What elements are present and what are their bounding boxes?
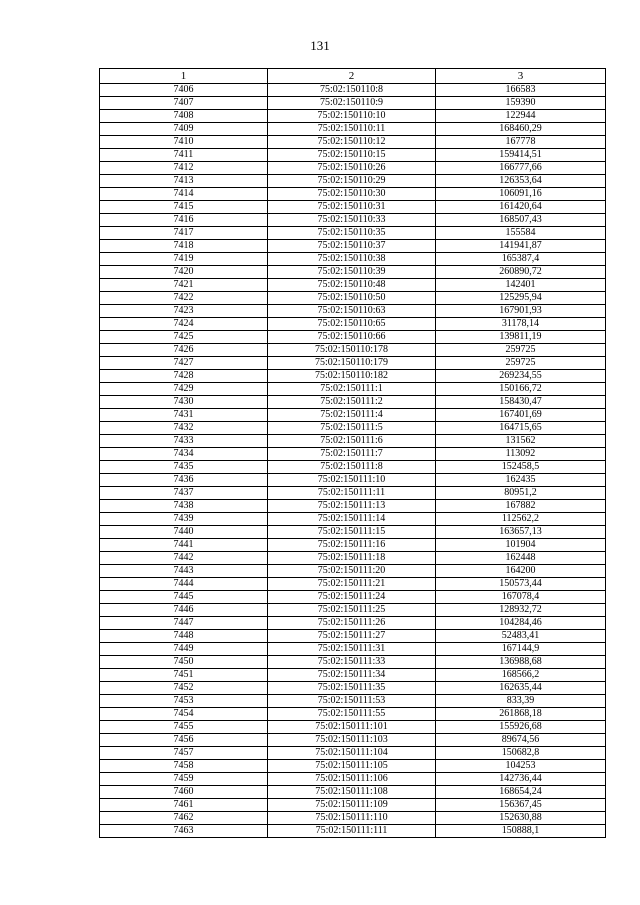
table-cell: 75:02:150111:109 [268, 799, 436, 812]
table-cell: 7444 [100, 578, 268, 591]
table-cell: 31178,14 [436, 318, 606, 331]
table-cell: 167144,9 [436, 643, 606, 656]
table-cell: 7454 [100, 708, 268, 721]
table-cell: 165387,4 [436, 253, 606, 266]
table-row [100, 422, 606, 435]
table-cell: 7420 [100, 266, 268, 279]
table-cell: 7414 [100, 188, 268, 201]
table-header-row [100, 69, 606, 84]
table-cell: 156367,45 [436, 799, 606, 812]
table-row [100, 591, 606, 604]
table-cell: 162448 [436, 552, 606, 565]
table-cell: 164715,65 [436, 422, 606, 435]
table-cell: 7438 [100, 500, 268, 513]
table-cell: 152630,88 [436, 812, 606, 825]
table-cell: 7447 [100, 617, 268, 630]
table-cell: 104253 [436, 760, 606, 773]
table-row [100, 344, 606, 357]
table-row [100, 487, 606, 500]
table-row [100, 552, 606, 565]
table-cell: 7419 [100, 253, 268, 266]
table-row [100, 643, 606, 656]
table-cell: 161420,64 [436, 201, 606, 214]
table-cell: 75:02:150111:20 [268, 565, 436, 578]
table-row [100, 331, 606, 344]
table-cell: 7425 [100, 331, 268, 344]
table-cell: 168460,29 [436, 123, 606, 136]
table-cell: 75:02:150110:26 [268, 162, 436, 175]
table-cell: 75:02:150110:178 [268, 344, 436, 357]
table-cell: 75:02:150110:66 [268, 331, 436, 344]
table-row [100, 708, 606, 721]
table-cell: 75:02:150111:35 [268, 682, 436, 695]
table-cell: 7443 [100, 565, 268, 578]
table-cell: 75:02:150111:104 [268, 747, 436, 760]
table-cell: 75:02:150110:12 [268, 136, 436, 149]
table-cell: 167901,93 [436, 305, 606, 318]
table-cell: 52483,41 [436, 630, 606, 643]
table-cell: 168507,43 [436, 214, 606, 227]
table-cell: 7442 [100, 552, 268, 565]
table-cell: 75:02:150111:26 [268, 617, 436, 630]
table-cell: 75:02:150111:27 [268, 630, 436, 643]
table-cell: 75:02:150110:11 [268, 123, 436, 136]
table-cell: 7440 [100, 526, 268, 539]
table-cell: 75:02:150111:8 [268, 461, 436, 474]
table-row [100, 539, 606, 552]
table-cell: 7436 [100, 474, 268, 487]
table-cell: 75:02:150110:29 [268, 175, 436, 188]
table-cell: 7422 [100, 292, 268, 305]
table-cell: 75:02:150110:179 [268, 357, 436, 370]
table-cell: 75:02:150110:9 [268, 97, 436, 110]
table-cell: 7423 [100, 305, 268, 318]
table-cell: 7434 [100, 448, 268, 461]
table-cell: 75:02:150111:21 [268, 578, 436, 591]
table-cell: 7427 [100, 357, 268, 370]
table-cell: 7421 [100, 279, 268, 292]
table-cell: 75:02:150111:6 [268, 435, 436, 448]
table-cell: 75:02:150111:111 [268, 825, 436, 838]
table-cell: 75:02:150111:13 [268, 500, 436, 513]
table-cell: 75:02:150111:5 [268, 422, 436, 435]
table-row [100, 630, 606, 643]
table-cell: 106091,16 [436, 188, 606, 201]
table-cell: 7432 [100, 422, 268, 435]
table-row [100, 656, 606, 669]
table-row [100, 500, 606, 513]
table-cell: 7441 [100, 539, 268, 552]
table-cell: 7452 [100, 682, 268, 695]
table-cell: 75:02:150111:1 [268, 383, 436, 396]
table-cell: 167078,4 [436, 591, 606, 604]
table-cell: 162635,44 [436, 682, 606, 695]
table-cell: 128932,72 [436, 604, 606, 617]
table-row [100, 201, 606, 214]
table-row [100, 253, 606, 266]
table-cell: 163657,13 [436, 526, 606, 539]
table-cell: 260890,72 [436, 266, 606, 279]
table-row [100, 84, 606, 97]
table-cell: 7461 [100, 799, 268, 812]
table-row [100, 760, 606, 773]
table-cell: 833,39 [436, 695, 606, 708]
table-cell: 75:02:150111:53 [268, 695, 436, 708]
table-cell: 167401,69 [436, 409, 606, 422]
table-cell: 75:02:150110:182 [268, 370, 436, 383]
table-cell: 75:02:150110:15 [268, 149, 436, 162]
table-cell: 7456 [100, 734, 268, 747]
table-row [100, 292, 606, 305]
table-cell: 75:02:150111:2 [268, 396, 436, 409]
table-row [100, 474, 606, 487]
table-cell: 75:02:150110:50 [268, 292, 436, 305]
table-cell: 139811,19 [436, 331, 606, 344]
table-cell: 75:02:150110:31 [268, 201, 436, 214]
table-cell: 155926,68 [436, 721, 606, 734]
table-cell: 7459 [100, 773, 268, 786]
table-cell: 7458 [100, 760, 268, 773]
table-cell: 7451 [100, 669, 268, 682]
table-cell: 7455 [100, 721, 268, 734]
table-cell: 166583 [436, 84, 606, 97]
table-cell: 7428 [100, 370, 268, 383]
table-cell: 7435 [100, 461, 268, 474]
table-row [100, 214, 606, 227]
table-cell: 158430,47 [436, 396, 606, 409]
table-cell: 101904 [436, 539, 606, 552]
table-cell: 7409 [100, 123, 268, 136]
table-row [100, 240, 606, 253]
table-cell: 7410 [100, 136, 268, 149]
table-cell: 7424 [100, 318, 268, 331]
table-cell: 159414,51 [436, 149, 606, 162]
table-cell: 7426 [100, 344, 268, 357]
table-cell: 168566,2 [436, 669, 606, 682]
table-cell: 75:02:150110:35 [268, 227, 436, 240]
table-cell: 164200 [436, 565, 606, 578]
table-cell: 7462 [100, 812, 268, 825]
table-row [100, 773, 606, 786]
table-row [100, 357, 606, 370]
table-cell: 75:02:150111:25 [268, 604, 436, 617]
table-cell: 75:02:150111:16 [268, 539, 436, 552]
table-row [100, 279, 606, 292]
table-cell: 7413 [100, 175, 268, 188]
table-cell: 125295,94 [436, 292, 606, 305]
table-cell: 75:02:150110:48 [268, 279, 436, 292]
table-cell: 7408 [100, 110, 268, 123]
table-cell: 261868,18 [436, 708, 606, 721]
table-cell: 75:02:150111:110 [268, 812, 436, 825]
table-cell: 7457 [100, 747, 268, 760]
table-cell: 75:02:150111:4 [268, 409, 436, 422]
table-cell: 167778 [436, 136, 606, 149]
table-cell: 75:02:150111:33 [268, 656, 436, 669]
table-row [100, 526, 606, 539]
table-cell: 168654,24 [436, 786, 606, 799]
table-cell: 75:02:150111:11 [268, 487, 436, 500]
table-cell: 75:02:150111:15 [268, 526, 436, 539]
table-cell: 80951,2 [436, 487, 606, 500]
table-cell: 136988,68 [436, 656, 606, 669]
table-row [100, 162, 606, 175]
table-row [100, 175, 606, 188]
table-cell: 150573,44 [436, 578, 606, 591]
table-cell: 167882 [436, 500, 606, 513]
table-cell: 113092 [436, 448, 606, 461]
table-row [100, 149, 606, 162]
table-row [100, 617, 606, 630]
table-cell: 75:02:150111:103 [268, 734, 436, 747]
table-cell: 75:02:150111:31 [268, 643, 436, 656]
table-cell: 150682,8 [436, 747, 606, 760]
table-cell: 75:02:150110:39 [268, 266, 436, 279]
table-row [100, 695, 606, 708]
table-cell: 7412 [100, 162, 268, 175]
table-row [100, 461, 606, 474]
table-row [100, 266, 606, 279]
table-row [100, 396, 606, 409]
table-cell: 155584 [436, 227, 606, 240]
table-cell: 166777,66 [436, 162, 606, 175]
table-cell: 259725 [436, 357, 606, 370]
table-row [100, 318, 606, 331]
table-cell: 75:02:150111:106 [268, 773, 436, 786]
table-cell: 75:02:150111:34 [268, 669, 436, 682]
column-header: 3 [436, 69, 606, 84]
table-cell: 7415 [100, 201, 268, 214]
table-row [100, 786, 606, 799]
table-row [100, 110, 606, 123]
table-cell: 122944 [436, 110, 606, 123]
table-cell: 112562,2 [436, 513, 606, 526]
table-cell: 126353,64 [436, 175, 606, 188]
table-cell: 269234,55 [436, 370, 606, 383]
table-cell: 75:02:150110:30 [268, 188, 436, 201]
table-cell: 7445 [100, 591, 268, 604]
table-row [100, 409, 606, 422]
table-cell: 75:02:150110:63 [268, 305, 436, 318]
table-row [100, 448, 606, 461]
table-row [100, 435, 606, 448]
table-cell: 131562 [436, 435, 606, 448]
table-cell: 7450 [100, 656, 268, 669]
table-row [100, 669, 606, 682]
table-cell: 7446 [100, 604, 268, 617]
table-cell: 150888,1 [436, 825, 606, 838]
table-cell: 152458,5 [436, 461, 606, 474]
table-cell: 75:02:150110:33 [268, 214, 436, 227]
table-row [100, 370, 606, 383]
table-row [100, 747, 606, 760]
table-row [100, 812, 606, 825]
table-cell: 7417 [100, 227, 268, 240]
table-cell: 159390 [436, 97, 606, 110]
table-cell: 75:02:150111:18 [268, 552, 436, 565]
table-cell: 7463 [100, 825, 268, 838]
table-row [100, 825, 606, 838]
table-row [100, 383, 606, 396]
table-row [100, 227, 606, 240]
table-cell: 7437 [100, 487, 268, 500]
table-cell: 141941,87 [436, 240, 606, 253]
table-row [100, 305, 606, 318]
table-cell: 75:02:150110:8 [268, 84, 436, 97]
table-row [100, 799, 606, 812]
column-header: 2 [268, 69, 436, 84]
table-cell: 75:02:150111:7 [268, 448, 436, 461]
table-row [100, 513, 606, 526]
table-cell: 7439 [100, 513, 268, 526]
table-row [100, 682, 606, 695]
table-cell: 7449 [100, 643, 268, 656]
table-cell: 75:02:150110:38 [268, 253, 436, 266]
page-number: 131 [310, 38, 330, 53]
table-row [100, 734, 606, 747]
table-row [100, 721, 606, 734]
table-cell: 7416 [100, 214, 268, 227]
table-cell: 75:02:150110:37 [268, 240, 436, 253]
table-cell: 7418 [100, 240, 268, 253]
table-row [100, 123, 606, 136]
table-cell: 7429 [100, 383, 268, 396]
table-cell: 142401 [436, 279, 606, 292]
table-cell: 75:02:150111:105 [268, 760, 436, 773]
table-cell: 75:02:150111:101 [268, 721, 436, 734]
data-table [99, 68, 606, 838]
table-row [100, 578, 606, 591]
table-cell: 7433 [100, 435, 268, 448]
table-cell: 7453 [100, 695, 268, 708]
table-cell: 7406 [100, 84, 268, 97]
table-row [100, 136, 606, 149]
table-cell: 150166,72 [436, 383, 606, 396]
table-cell: 75:02:150111:14 [268, 513, 436, 526]
table-cell: 7460 [100, 786, 268, 799]
table-cell: 75:02:150111:55 [268, 708, 436, 721]
table-row [100, 97, 606, 110]
table-cell: 7431 [100, 409, 268, 422]
table-cell: 7407 [100, 97, 268, 110]
table-cell: 104284,46 [436, 617, 606, 630]
table-cell: 75:02:150111:108 [268, 786, 436, 799]
table-row [100, 604, 606, 617]
column-header: 1 [100, 69, 268, 84]
table-cell: 162435 [436, 474, 606, 487]
table-cell: 7448 [100, 630, 268, 643]
table-row [100, 188, 606, 201]
table-cell: 259725 [436, 344, 606, 357]
table-cell: 75:02:150110:65 [268, 318, 436, 331]
table-cell: 142736,44 [436, 773, 606, 786]
table-cell: 89674,56 [436, 734, 606, 747]
table-cell: 75:02:150110:10 [268, 110, 436, 123]
table-row [100, 565, 606, 578]
table-body [100, 84, 606, 838]
table-cell: 75:02:150111:24 [268, 591, 436, 604]
table-cell: 7430 [100, 396, 268, 409]
table-cell: 75:02:150111:10 [268, 474, 436, 487]
table-cell: 7411 [100, 149, 268, 162]
